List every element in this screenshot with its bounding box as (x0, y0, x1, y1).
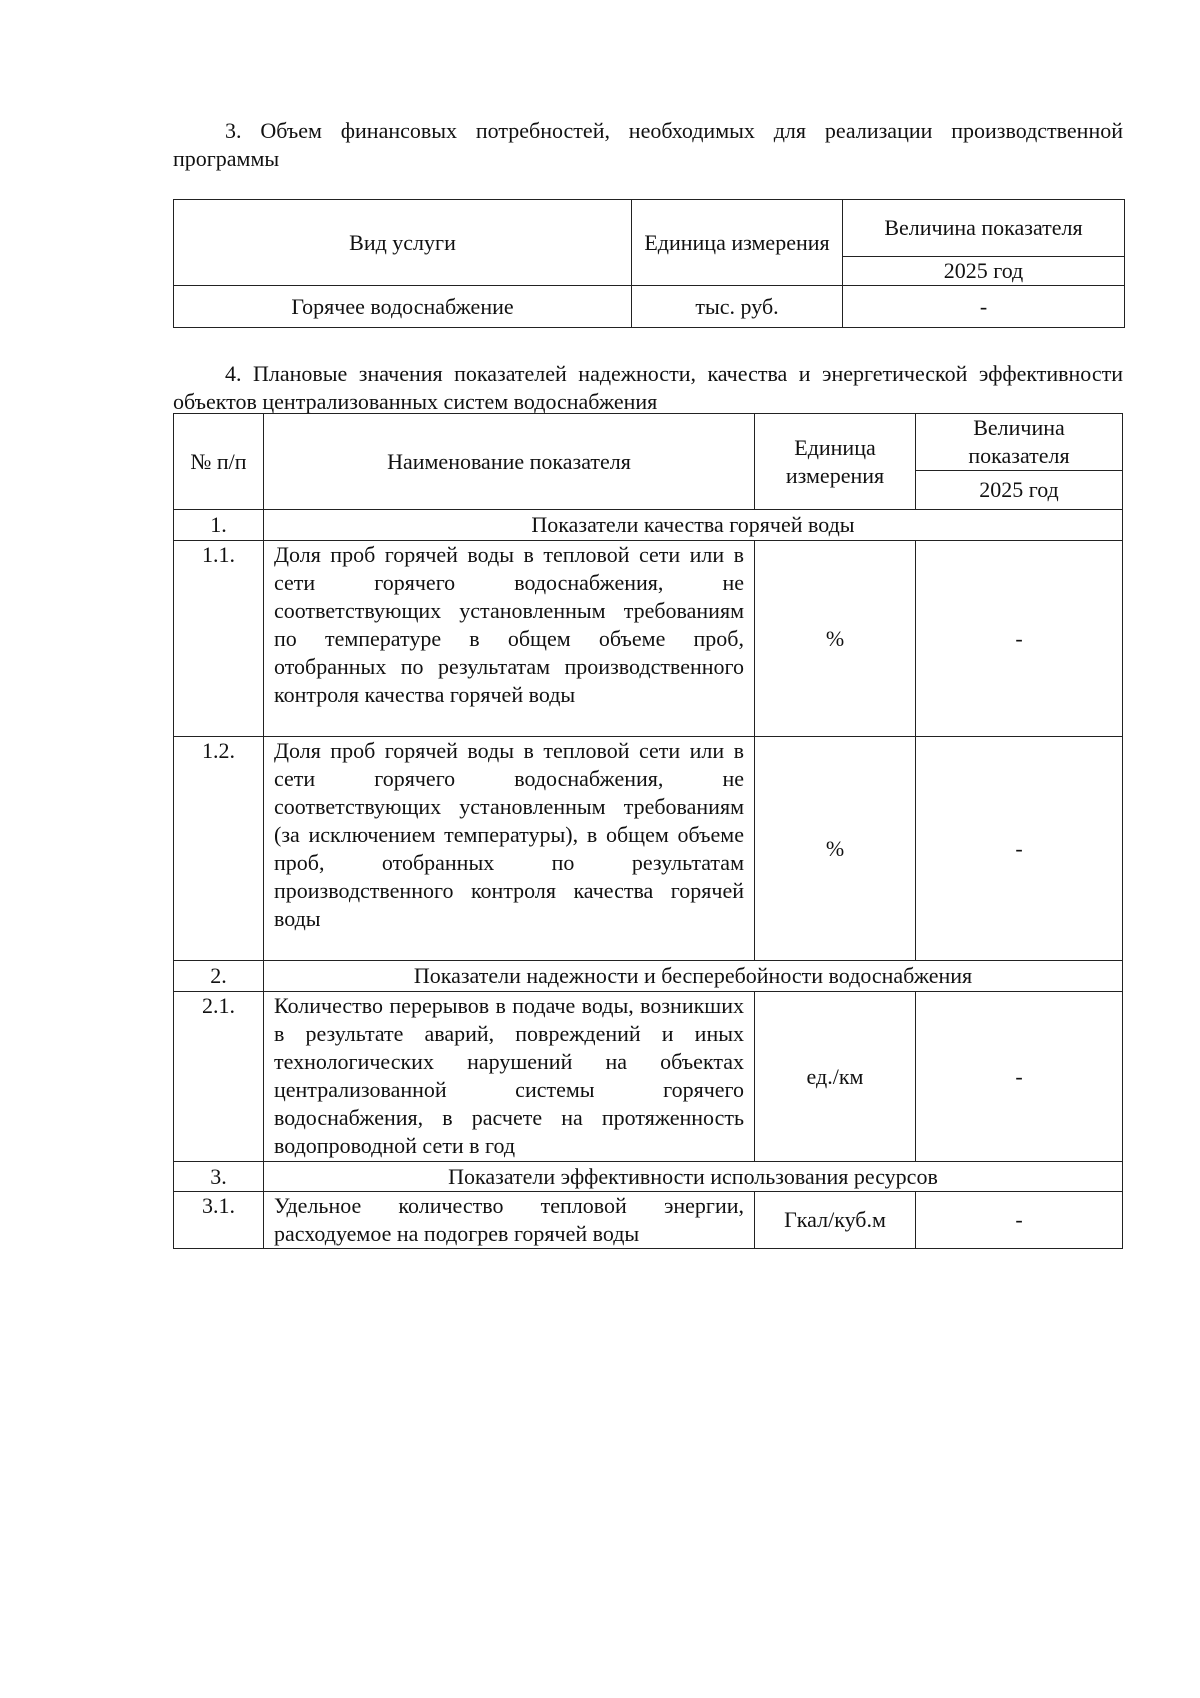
group-title: Показатели эффективности использования ресурсов (264, 1162, 1123, 1192)
header-value: Величина показателя (916, 414, 1123, 471)
section-3-heading: 3. Объем финансовых потребностей, необходимых для реализации производственной программы (173, 118, 1123, 171)
group-number: 2. (174, 961, 264, 992)
table-row (174, 1192, 1123, 1249)
unit-cell: Гкал/куб.м (755, 1192, 916, 1249)
group-number: 1. (174, 510, 264, 541)
header-value: Величина показателя (843, 200, 1125, 257)
header-indicator: Наименование показателя (264, 414, 755, 510)
header-number: № п/п (174, 414, 264, 510)
group-row (174, 961, 1123, 992)
group-title: Показатели качества горячей воды (264, 510, 1123, 541)
row-number: 1.2. (174, 737, 264, 961)
header-unit: Единица измерения (632, 200, 843, 286)
unit-cell: ед./км (755, 992, 916, 1162)
section-4-heading: 4. Плановые значения показателей надежности, качества и энергетической эффективности объектов централизованных систем водоснабжения (173, 361, 1123, 414)
unit-cell: % (755, 541, 916, 737)
table-row (174, 541, 1123, 737)
indicator-name: Количество перерывов в подаче воды, возникших в результате аварий, повреждений и иных технологических нарушений на объектах централизованной системы горячего водоснабжения, в расчете на протяженность водопроводной сети в год (264, 992, 755, 1162)
indicator-name: Доля проб горячей воды в тепловой сети или в сети горячего водоснабжения, не соответствующих установленным требованиям по температуре в общем объеме проб, отобранных по результатам производственного контроля качества горячей воды (264, 541, 755, 737)
financial-needs-table (173, 199, 1125, 328)
row-number: 3.1. (174, 1192, 264, 1249)
indicator-name: Доля проб горячей воды в тепловой сети или в сети горячего водоснабжения, не соответствующих установленным требованиям (за исключением температуры), в общем объеме проб, отобранных по результатам производственного контроля качества горячей воды (264, 737, 755, 961)
indicators-table (173, 413, 1123, 1249)
value-cell: - (843, 286, 1125, 328)
group-number: 3. (174, 1162, 264, 1192)
header-year: 2025 год (916, 471, 1123, 510)
value-cell: - (916, 1192, 1123, 1249)
group-row (174, 510, 1123, 541)
indicator-name: Удельное количество тепловой энергии, расходуемое на подогрев горячей воды (264, 1192, 755, 1249)
table-row (174, 737, 1123, 961)
row-number: 2.1. (174, 992, 264, 1162)
header-service-type: Вид услуги (174, 200, 632, 286)
unit-cell: % (755, 737, 916, 961)
service-cell: Горячее водоснабжение (174, 286, 632, 328)
unit-cell: тыс. руб. (632, 286, 843, 328)
group-row (174, 1162, 1123, 1192)
header-year: 2025 год (843, 257, 1125, 286)
value-cell: - (916, 992, 1123, 1162)
value-cell: - (916, 737, 1123, 961)
table-row (174, 992, 1123, 1162)
value-cell: - (916, 541, 1123, 737)
header-unit: Единица измерения (755, 414, 916, 510)
table-row (174, 286, 1125, 328)
group-title: Показатели надежности и бесперебойности водоснабжения (264, 961, 1123, 992)
row-number: 1.1. (174, 541, 264, 737)
